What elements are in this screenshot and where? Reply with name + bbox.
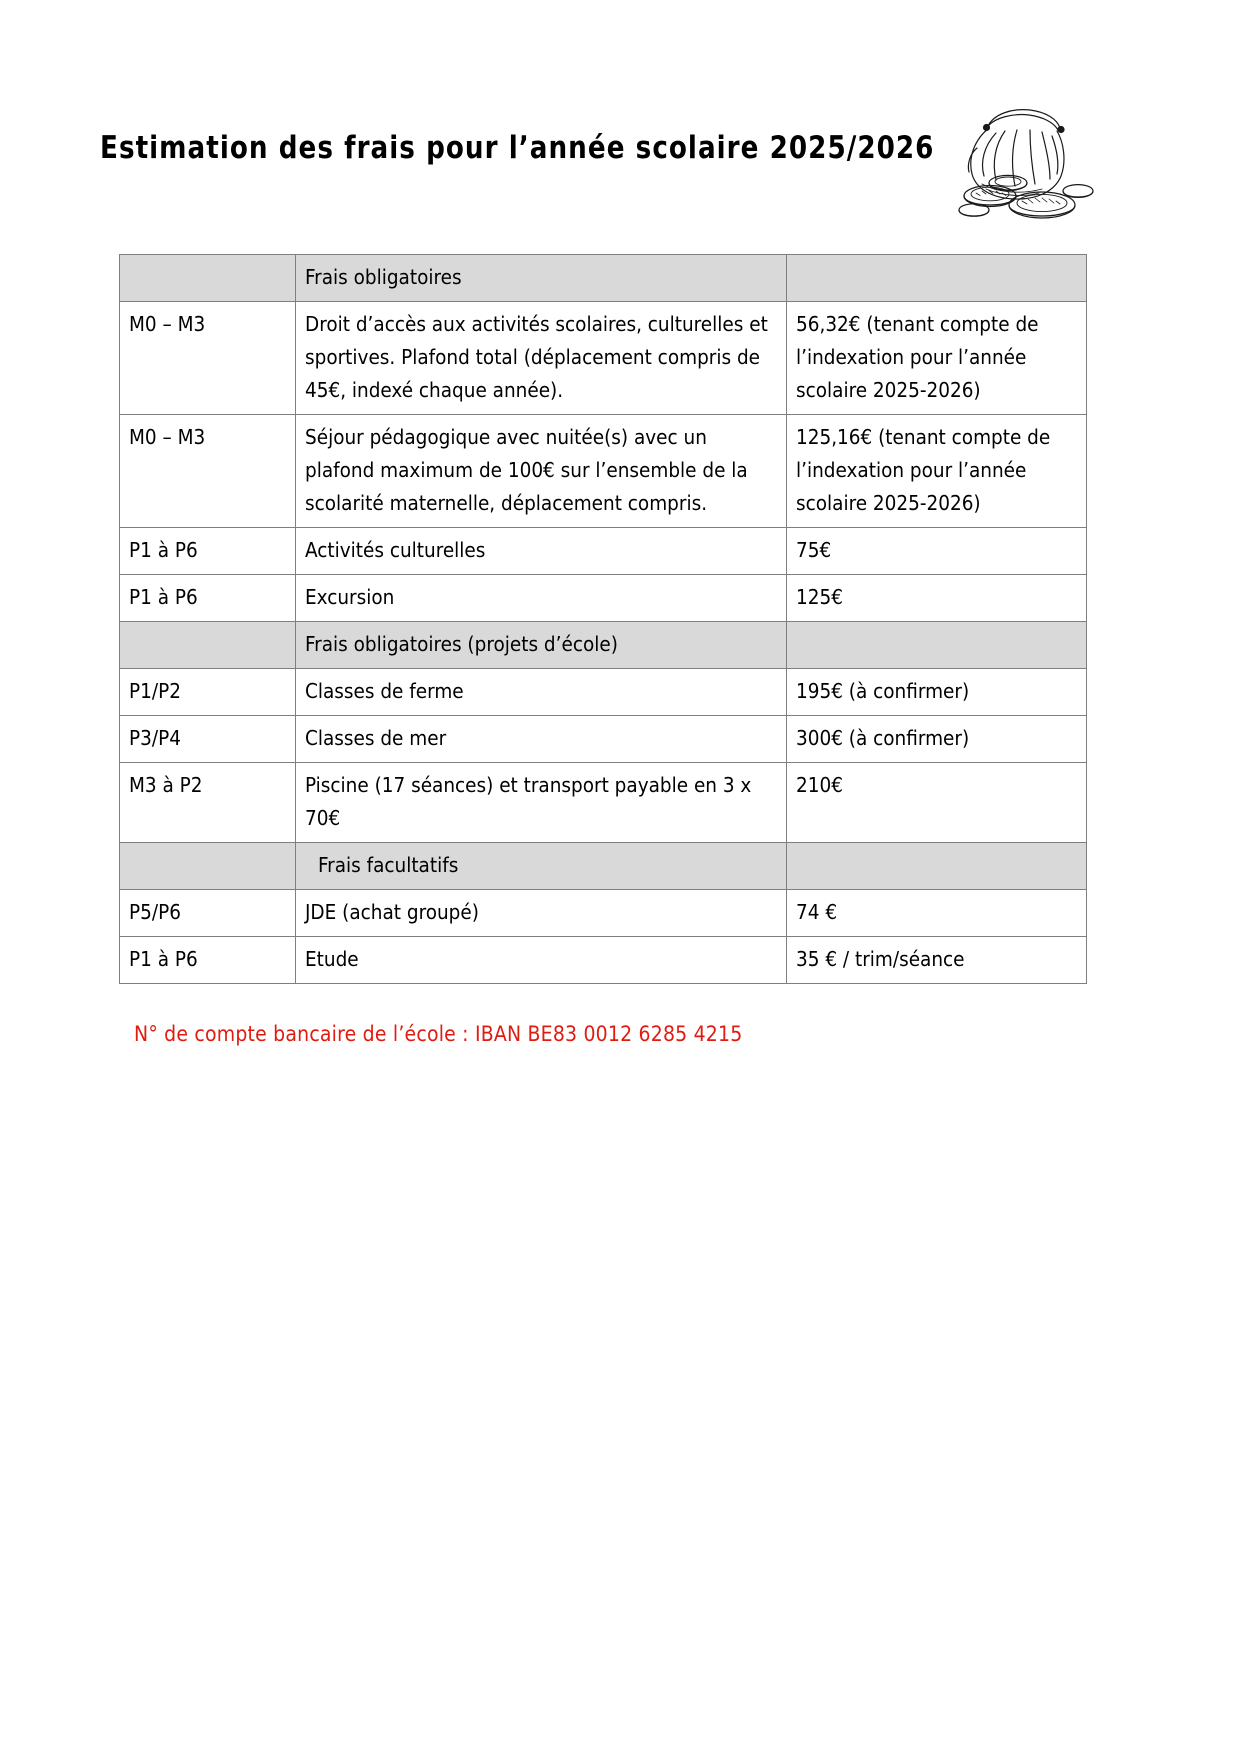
row-level-cell (120, 415, 296, 528)
row-description-cell (296, 716, 787, 763)
row-amount-cell (787, 716, 1087, 763)
row-description-cell (296, 937, 787, 984)
row-amount-cell (787, 415, 1087, 528)
row-description-cell (296, 669, 787, 716)
row-level-cell (120, 716, 296, 763)
row-description-text: Excursion (305, 585, 395, 609)
row-description-text: Droit d’accès aux activités scolaires, culturelles et sportives. Plafond total (déplacement compris de 45€, indexé chaque année). (305, 312, 768, 402)
row-level-text: P1 à P6 (129, 538, 198, 562)
row-amount-cell (787, 669, 1087, 716)
table-section-row (120, 255, 1087, 302)
row-description-text: Séjour pédagogique avec nuitée(s) avec un plafond maximum de 100€ sur l’ensemble de la scolarité maternelle, déplacement compris. (305, 425, 748, 515)
table-row (120, 937, 1087, 984)
section-title-cell (296, 843, 787, 890)
table-row (120, 528, 1087, 575)
page-title: Estimation des frais pour l’année scolaire 2025/2026 (100, 130, 935, 166)
row-amount-cell (787, 890, 1087, 937)
row-level-text: P3/P4 (129, 726, 181, 750)
row-description-cell (296, 890, 787, 937)
section-title-cell (296, 255, 787, 302)
row-level-text: P1 à P6 (129, 947, 198, 971)
row-amount-text: 75€ (796, 538, 832, 562)
row-level-cell (120, 302, 296, 415)
row-description-text: Piscine (17 séances) et transport payable en 3 x 70€ (305, 773, 752, 830)
row-level-text: M0 – M3 (129, 425, 206, 449)
fees-table-body (120, 255, 1087, 984)
row-amount-cell (787, 302, 1087, 415)
row-description-text: JDE (achat groupé) (305, 900, 479, 924)
section-level-cell (120, 622, 296, 669)
table-row (120, 415, 1087, 528)
row-amount-cell (787, 763, 1087, 843)
table-row (120, 716, 1087, 763)
row-description-cell (296, 575, 787, 622)
row-amount-text: 56,32€ (tenant compte de l’indexation pour l’année scolaire 2025-2026) (796, 312, 1039, 402)
row-level-cell (120, 575, 296, 622)
row-description-text: Activités culturelles (305, 538, 486, 562)
row-amount-text: 210€ (796, 773, 843, 797)
row-amount-cell (787, 575, 1087, 622)
row-amount-text: 300€ (à confirmer) (796, 726, 970, 750)
table-row (120, 302, 1087, 415)
section-title-text: Frais obligatoires (305, 265, 462, 289)
bank-account-line: N° de compte bancaire de l’école : IBAN BE83 0012 6285 4215 (134, 1022, 743, 1046)
section-amount-cell (787, 843, 1087, 890)
row-amount-text: 74 € (796, 900, 838, 924)
section-level-cell (120, 255, 296, 302)
section-amount-cell (787, 622, 1087, 669)
row-level-text: M3 à P2 (129, 773, 203, 797)
row-level-cell (120, 528, 296, 575)
row-amount-text: 195€ (à confirmer) (796, 679, 970, 703)
table-row (120, 575, 1087, 622)
row-amount-text: 35 € / trim/séance (796, 947, 965, 971)
coin-purse-icon (938, 92, 1096, 232)
row-level-cell (120, 669, 296, 716)
row-level-cell (120, 890, 296, 937)
row-level-text: P1 à P6 (129, 585, 198, 609)
table-section-row (120, 843, 1087, 890)
row-description-text: Classes de ferme (305, 679, 464, 703)
row-level-cell (120, 763, 296, 843)
section-title-cell (296, 622, 787, 669)
row-amount-text: 125€ (796, 585, 843, 609)
table-section-row (120, 622, 1087, 669)
row-level-text: P1/P2 (129, 679, 181, 703)
row-description-cell (296, 415, 787, 528)
row-level-text: P5/P6 (129, 900, 181, 924)
section-level-cell (120, 843, 296, 890)
row-level-cell (120, 937, 296, 984)
row-amount-text: 125,16€ (tenant compte de l’indexation pour l’année scolaire 2025-2026) (796, 425, 1051, 515)
section-title-text: Frais obligatoires (projets d’école) (305, 632, 618, 656)
table-row (120, 763, 1087, 843)
row-description-cell (296, 528, 787, 575)
row-amount-cell (787, 528, 1087, 575)
row-description-cell (296, 763, 787, 843)
row-description-cell (296, 302, 787, 415)
row-description-text: Etude (305, 947, 359, 971)
row-amount-cell (787, 937, 1087, 984)
section-title-text: Frais facultatifs (318, 853, 459, 877)
fees-table (119, 254, 1087, 984)
section-amount-cell (787, 255, 1087, 302)
table-row (120, 669, 1087, 716)
table-row (120, 890, 1087, 937)
row-description-text: Classes de mer (305, 726, 447, 750)
row-level-text: M0 – M3 (129, 312, 206, 336)
